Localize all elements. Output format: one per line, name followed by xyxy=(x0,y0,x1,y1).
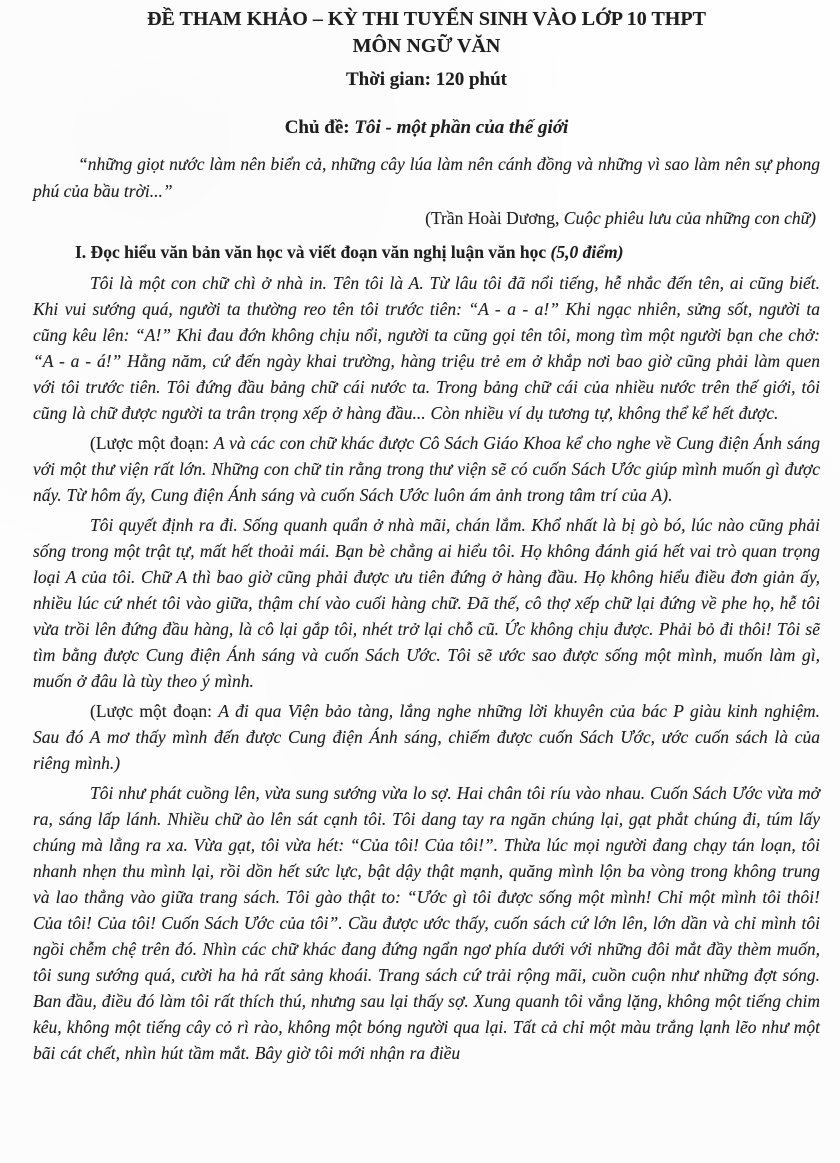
section-heading-text: I. Đọc hiểu văn bản văn học và viết đoạn văn nghị luận văn học xyxy=(75,242,551,262)
section-points: (5,0 điểm) xyxy=(550,242,624,262)
topic-title: Tôi - một phần của thế giới xyxy=(354,117,569,138)
paragraph-text: Tôi là một con chữ chì ở nhà in. Tên tôi là A. Từ lâu tôi đã nổi tiếng, hễ nhắc đến tên, ai cũng biết. Khi vui sướng quá, người ta thường reo tên tôi trước tiên: “A - a - a!” Khi ngạc nhiên, sửng sốt, người ta cũng kêu lên: “A!” Khi đau đớn không chịu nổi, người ta cũng gọi tên tôi, mong tìm một người bạn che chở: “A - a - á!” Hằng năm, cứ đến ngày khai trường, hàng triệu trẻ em ở khắp nơi bao giờ cũng phải làm quen với tôi trước tiên. Tôi đứng đầu bảng chữ cái nước ta. Trong bảng chữ cái của nhiều nước trên thế giới, tôi cũng là chữ được người ta trân trọng xếp ở hàng đầu... Còn nhiều ví dụ tương tự, không thể kể hết được. xyxy=(33,273,820,423)
doc-duration: Thời gian: 120 phút xyxy=(346,69,507,90)
paragraph-text: Tôi quyết định ra đi. Sống quanh quẩn ở nhà mãi, chán lắm. Khổ nhất là bị gò bó, lúc nào cũng phải sống trong một trật tự, mất hết thoải mái. Bạn bè chẳng ai hiểu tôi. Họ không đánh giá hết vai trò quan trọng loại A của tôi. Chữ A thì bao giờ cũng phải được ưu tiên đứng ở hàng đầu. Họ không hiểu điều đơn giản ấy, nhiều lúc cứ nhét tôi vào giữa, thậm chí vào cuối hàng chữ. Đã thế, cô thợ xếp chữ lại đứng về phe họ, hễ tôi vừa trồi lên đứng đầu hàng, là cô lại gắp tôi, nhét trở lại chỗ cũ. Ức không chịu được. Phải bỏ đi thôi! Tôi sẽ tìm bằng được Cung điện Ánh sáng và cuốn Sách Ước. Tôi sẽ ước sao được sống một mình, muốn làm gì, muốn ở đâu là tùy theo ý mình. xyxy=(33,515,820,691)
doc-title-subject: MÔN NGỮ VĂN xyxy=(352,35,501,57)
paragraph-lead: (Lược một đoạn: xyxy=(90,433,214,453)
attribution-author: (Trần Hoài Dương, xyxy=(425,208,564,228)
epigraph-attribution xyxy=(33,205,820,232)
topic-label: Chủ đề: xyxy=(284,117,355,138)
body-paragraph-1 xyxy=(33,270,820,426)
body-paragraph-4 xyxy=(33,698,820,776)
body-paragraph-5 xyxy=(33,780,820,1066)
attribution-work-title: Cuộc phiêu lưu của những con chữ) xyxy=(563,208,816,228)
section-heading xyxy=(33,239,820,266)
body-paragraph-3 xyxy=(33,512,820,694)
paragraph-text: Tôi như phát cuồng lên, vừa sung sướng vừa lo sợ. Hai chân tôi ríu vào nhau. Cuốn Sách Ước vừa mở ra, sáng lấp lánh. Nhiều chữ ào lên sát cạnh tôi. Tôi dang tay ra ngăn chúng lại, gạt phắt chúng đi, túm lấy chúng mà lẳng ra xa. Vừa gạt, tôi vừa hét: “Của tôi! Của tôi!”. Thừa lúc mọi người đang chạy tán loạn, tôi nhanh nhẹn thu mình lại, rồi dồn hết sức lực, bật dậy thật mạnh, quăng mình lộn ba vòng trong không trung và lao thẳng vào giữa trang sách. Tôi gào thật to: “Ước gì tôi được sống một mình! Chỉ một mình tôi thôi! Của tôi! Của tôi! Cuốn Sách Ước của tôi”. Cầu được ước thấy, cuốn sách cứ lớn lên, lớn dần và chỉ mình tôi ngồi chễm chệ trên đó. Nhìn các chữ khác đang đứng ngẩn ngơ phía dưới với những đôi mắt đầy thèm muốn, tôi sung sướng quá, cười ha hả rất sảng khoái. Trang sách cứ trải rộng mãi, cuồn cuộn như những đợt sóng. Ban đầu, điều đó làm tôi rất thích thú, nhưng sau lại thấy sợ. Xung quanh tôi vắng lặng, không một tiếng chim kêu, không một tiếng cây cỏ rì rào, không một bóng người qua lại. Tất cả chỉ một màu trắng lạnh lẽo như một bãi cát chết, nhìn hút tầm mắt. Bây giờ tôi mới nhận ra điều xyxy=(33,783,820,1063)
epigraph-quote: “những giọt nước làm nên biển cả, những cây lúa làm nên cánh đồng và những vì sao làm nên sự phong phú của bầu trời...” xyxy=(33,154,820,201)
doc-title-line1: ĐỀ THAM KHẢO – KỲ THI TUYỂN SINH VÀO LỚP 10 THPT xyxy=(147,8,706,30)
topic-line xyxy=(33,115,820,141)
paragraph-text: A và các con chữ khác được Cô Sách Giáo Khoa kể cho nghe về Cung điện Ánh sáng với một thư viện rất lớn. Những con chữ tin rằng trong thư viện sẽ có cuốn Sách Ước giúp mình muốn gì được nấy. Từ hôm ấy, Cung điện Ánh sáng và cuốn Sách Ước luôn ám ảnh trong tâm trí của A). xyxy=(33,433,820,505)
paragraph-lead: (Lược một đoạn: xyxy=(90,701,219,721)
body-paragraph-2 xyxy=(33,430,820,508)
paragraph-text: A đi qua Viện bảo tàng, lắng nghe những lời khuyên của bác P giàu kinh nghiệm. Sau đó A mơ thấy mình đến được Cung điện Ánh sáng, chiếm được cuốn Sách Ước, ước cuốn sách là của riêng mình.) xyxy=(33,701,820,773)
